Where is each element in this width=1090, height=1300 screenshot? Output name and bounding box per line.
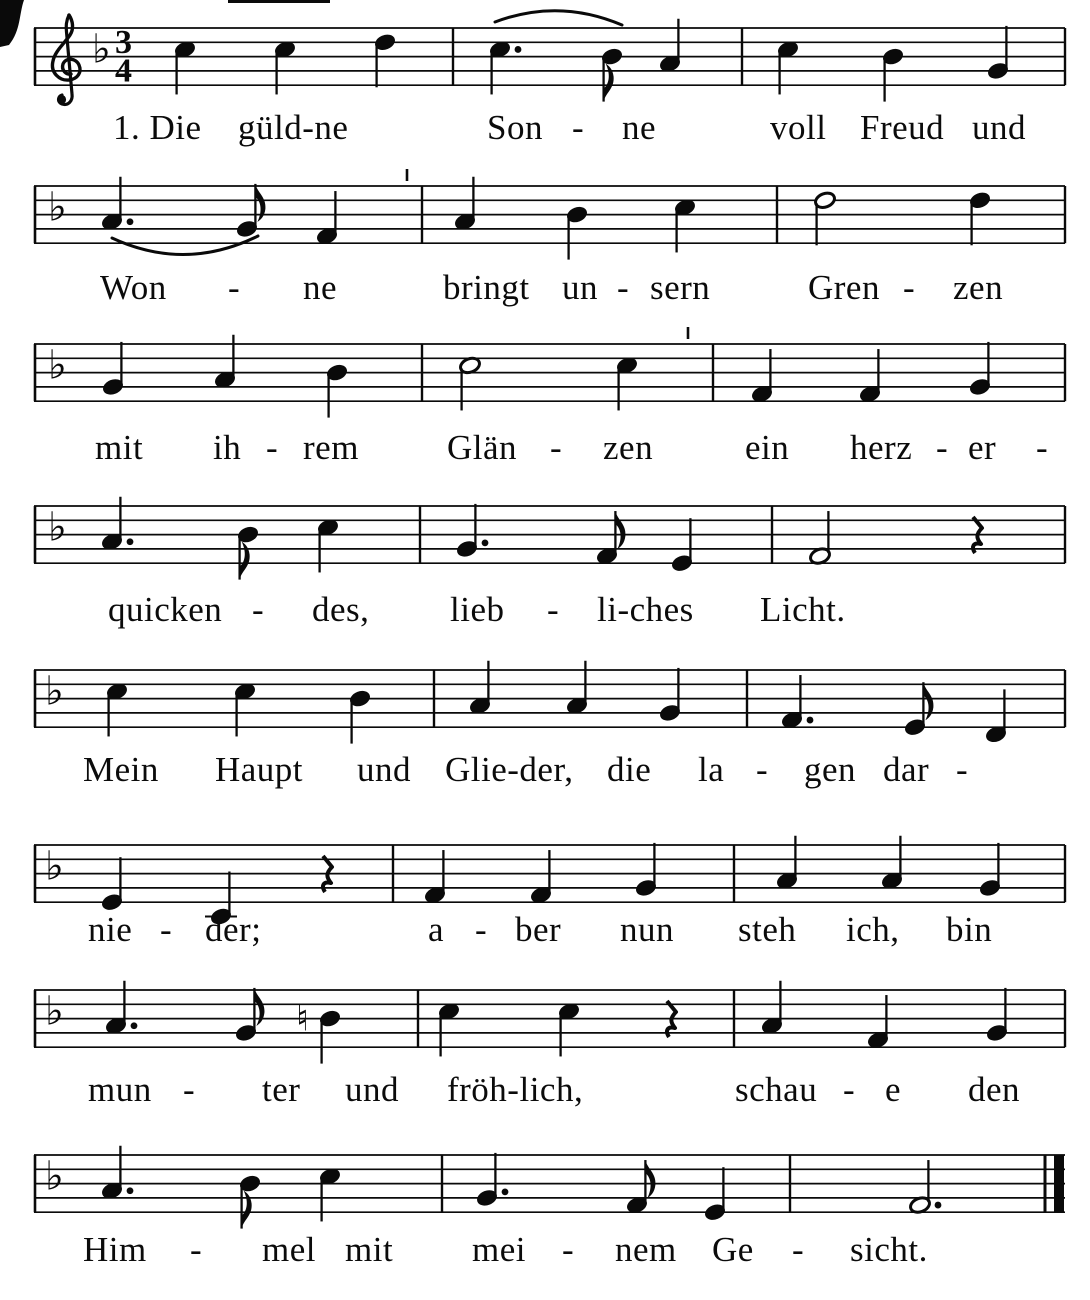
lyric-syllable: ne	[622, 108, 657, 147]
lyric-syllable: -	[550, 428, 563, 467]
lyric-syllable: Haupt	[215, 750, 304, 789]
lyric-syllable: la	[698, 750, 725, 789]
lyric-syllable: gen	[804, 750, 857, 789]
eighth-flag	[923, 682, 933, 720]
lyric-syllable: Ge	[712, 1230, 754, 1269]
lyric-syllable: mei	[472, 1230, 526, 1269]
lyric-syllable: -	[1036, 428, 1049, 467]
lyric-syllable: Glie-der,	[445, 750, 574, 789]
lyric-syllable: -	[572, 108, 585, 147]
lyric-syllable: -	[475, 910, 488, 949]
lyric-syllable: und	[345, 1070, 399, 1109]
lyric-syllable: -	[843, 1070, 856, 1109]
lyric-syllable: un	[562, 268, 598, 307]
lyric-syllable: zen	[953, 268, 1004, 307]
lyric-syllable: -	[756, 750, 769, 789]
eighth-flag	[240, 542, 250, 580]
lyric-syllable: -	[252, 590, 265, 629]
lyric-syllable: -	[228, 268, 241, 307]
scan-artifact	[0, 0, 24, 47]
lyric-syllable: Mein	[83, 750, 159, 789]
scan-artifact	[228, 0, 330, 3]
lyric-syllable: dar	[883, 750, 930, 789]
lyric-syllable: -	[190, 1230, 203, 1269]
lyric-syllable: mit	[345, 1230, 394, 1269]
lyric-syllable: -	[792, 1230, 805, 1269]
lyric-syllable: sicht.	[850, 1230, 928, 1269]
staff-system	[34, 981, 1065, 1064]
lyric-syllable: mel	[262, 1230, 316, 1269]
lyric-syllable: li-ches	[597, 590, 694, 629]
lyric-syllable: -	[160, 910, 173, 949]
key-flat-icon: ♭	[48, 184, 67, 231]
lyric-syllable: steh	[738, 910, 797, 949]
lyric-syllable: Him	[83, 1230, 147, 1269]
lyric-syllable: ih	[213, 428, 242, 467]
augmentation-dot	[502, 1189, 509, 1196]
lyric-syllable: a	[428, 910, 445, 949]
lyric-syllable: bin	[946, 910, 993, 949]
lyric-syllable: und	[972, 108, 1026, 147]
lyric-syllable: quicken	[108, 590, 223, 629]
staff-system	[34, 661, 1065, 744]
lyric-syllable: Licht.	[760, 590, 846, 629]
lyric-syllable: bringt	[443, 268, 530, 307]
lyric-syllable: Freud	[860, 108, 945, 147]
augmentation-dot	[127, 538, 134, 545]
lyric-syllable: ein	[745, 428, 790, 467]
eighth-flag	[645, 1160, 655, 1198]
eighth-flag	[615, 511, 625, 549]
lyric-syllable: -	[562, 1230, 575, 1269]
slur	[112, 236, 258, 255]
lyric-syllable: ich,	[846, 910, 900, 949]
staff-system	[34, 11, 1065, 105]
lyric-syllable: den	[968, 1070, 1021, 1109]
lyric-syllable: -	[266, 428, 279, 467]
lyric-syllable: güld-ne	[238, 108, 349, 147]
lyric-syllable: die	[607, 750, 652, 789]
lyric-syllable: -	[903, 268, 916, 307]
lyric-syllable: Glän	[447, 428, 518, 467]
lyric-syllable: Son	[487, 108, 543, 147]
lyric-syllable: Won	[100, 268, 167, 307]
lyric-syllable: und	[357, 750, 411, 789]
key-flat-icon: ♭	[45, 988, 64, 1035]
key-flat-icon: ♭	[45, 1153, 64, 1200]
lyric-syllable: mun	[88, 1070, 152, 1109]
augmentation-dot	[127, 218, 134, 225]
lyric-syllable: ne	[303, 268, 338, 307]
lyric-syllable: e	[885, 1070, 902, 1109]
eighth-flag	[255, 184, 265, 222]
time-signature-numerator: 3	[115, 24, 132, 61]
lyric-syllable: ber	[515, 910, 562, 949]
lyric-syllable: der;	[205, 910, 262, 949]
augmentation-dot	[482, 540, 489, 547]
lyric-syllable: -	[547, 590, 560, 629]
lyric-syllable: fröh-lich,	[447, 1070, 584, 1109]
key-flat-icon: ♭	[92, 26, 111, 73]
staff-system	[34, 327, 1065, 418]
lyric-syllable: schau	[735, 1070, 818, 1109]
lyric-syllable: ter	[262, 1070, 301, 1109]
lyric-syllable: 1. Die	[113, 108, 202, 147]
lyric-syllable: lieb	[450, 590, 505, 629]
key-flat-icon: ♭	[48, 342, 67, 389]
augmentation-dot	[131, 1022, 138, 1029]
final-barline-thick	[1054, 1155, 1064, 1212]
lyric-syllable: er	[968, 428, 997, 467]
lyric-syllable: voll	[770, 108, 827, 147]
lyric-syllable: -	[617, 268, 630, 307]
augmentation-dot	[935, 1202, 942, 1209]
lyric-syllable: -	[183, 1070, 196, 1109]
lyric-syllable: zen	[603, 428, 654, 467]
key-flat-icon: ♭	[48, 504, 67, 551]
staff-system	[34, 497, 1065, 580]
time-signature-denominator: 4	[115, 52, 132, 90]
staff-system	[34, 1146, 1065, 1229]
lyric-syllable: rem	[303, 428, 359, 467]
lyric-syllable: nie	[88, 910, 133, 949]
augmentation-dot	[807, 717, 814, 724]
lyric-syllable: sern	[650, 268, 711, 307]
clef-ball	[57, 95, 66, 104]
augmentation-dot	[127, 1187, 134, 1194]
lyric-syllable: Gren	[808, 268, 880, 307]
lyric-syllable: mit	[95, 428, 144, 467]
eighth-flag	[254, 988, 264, 1026]
lyric-syllable: nem	[615, 1230, 677, 1269]
slur	[495, 11, 622, 25]
eighth-flag	[604, 64, 614, 102]
lyric-syllable: des,	[312, 590, 370, 629]
lyric-syllable: -	[956, 750, 969, 789]
lyric-syllable: herz	[850, 428, 913, 467]
lyric-syllable: -	[936, 428, 949, 467]
lyric-syllable: nun	[620, 910, 674, 949]
eighth-flag	[242, 1191, 252, 1229]
key-flat-icon: ♭	[45, 668, 64, 715]
natural-icon: ♮	[296, 998, 309, 1040]
augmentation-dot	[515, 46, 522, 53]
key-flat-icon: ♭	[45, 843, 64, 890]
staff-system	[34, 169, 1065, 260]
